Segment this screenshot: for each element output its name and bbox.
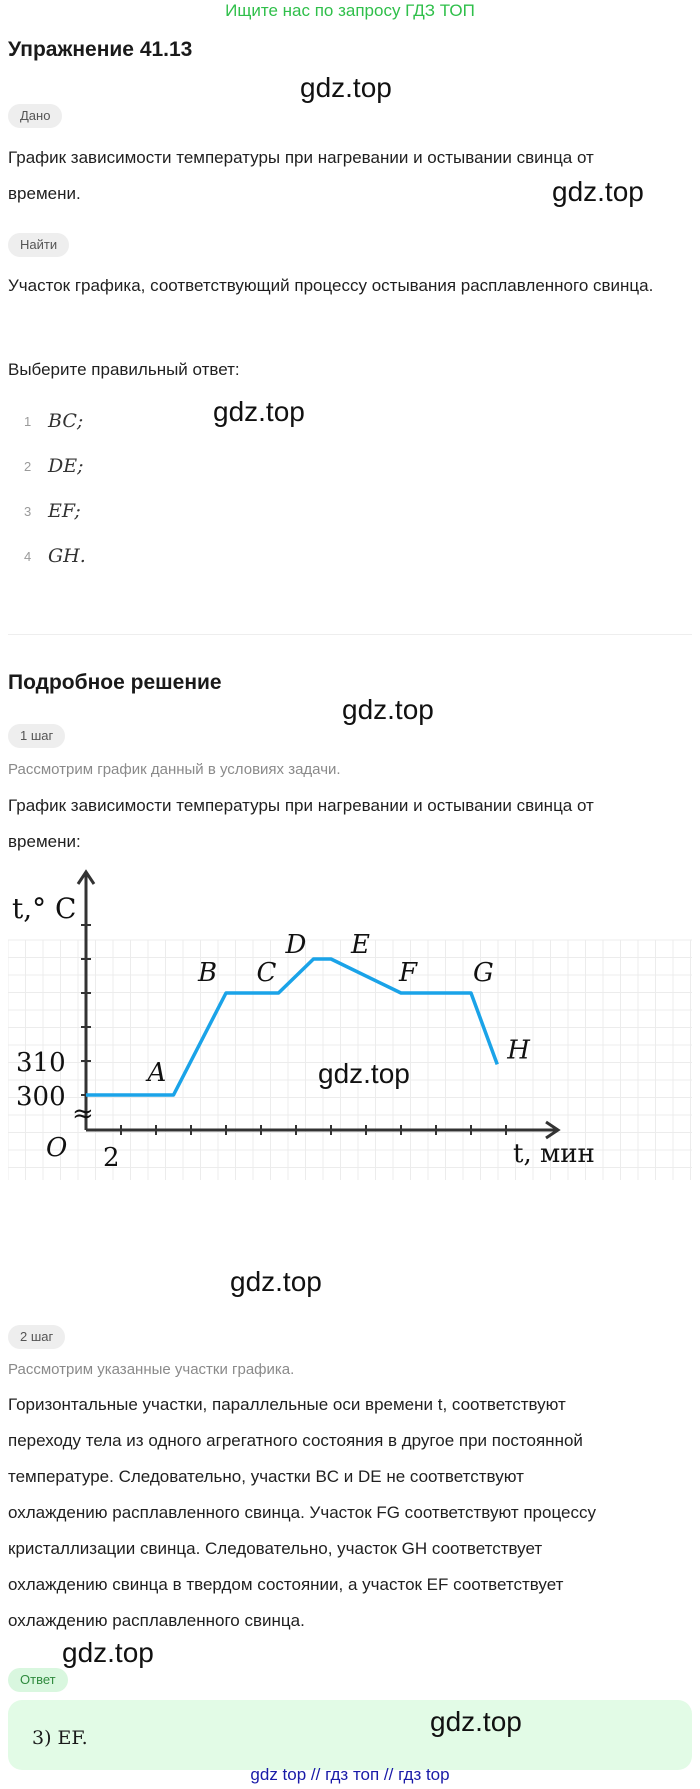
given-text: График зависимости температуры при нагревании и остывании свинца от времени. (8, 148, 594, 203)
exercise-title: Упражнение 41.13 (8, 38, 193, 61)
answer-tag: Ответ (8, 1668, 68, 1692)
point-label-c: C (256, 958, 277, 988)
point-label-g: G (473, 958, 494, 988)
watermark: gdz.top (552, 176, 644, 207)
option-text: BC; (48, 410, 84, 432)
solution-title: Подробное решение (8, 671, 222, 694)
option-1[interactable] (8, 406, 83, 436)
step2-line-3: температуре. Следовательно, участки BC и DE не соответствуют (8, 1467, 524, 1486)
option-number: 4 (24, 548, 32, 564)
step1-text: График зависимости температуры при нагревании и остывании свинца от времени: (8, 796, 594, 851)
step2-line-4: охлаждению расплавленного свинца. Участок FG соответствуют процессу (8, 1503, 596, 1522)
watermark: gdz.top (213, 396, 305, 427)
step2-line-7: охлаждению расплавленного свинца. (8, 1611, 305, 1630)
footer-links[interactable]: gdz top // гдз топ // гдз top (250, 1765, 450, 1784)
find-tag: Найти (8, 233, 69, 257)
given-tag: Дано (8, 104, 62, 128)
promo-banner[interactable]: Ищите нас по запросу ГДЗ ТОП (225, 1, 475, 20)
option-2[interactable] (8, 451, 84, 481)
chart-axes (78, 872, 558, 1138)
watermark: gdz.top (62, 1637, 154, 1668)
choose-prompt: Выберите правильный ответ: (8, 360, 240, 379)
step2-line-5: кристаллизации свинца. Следовательно, участок GH соответствует (8, 1539, 543, 1558)
origin-label: O (46, 1133, 68, 1163)
step2-line-2: переходу тела из одного агрегатного состояния в другое при постоянной (8, 1431, 583, 1450)
option-number: 2 (24, 458, 32, 474)
point-label-h: H (507, 1035, 530, 1066)
x-axis-label: t, мин (513, 1139, 595, 1169)
step2-line-1: Горизонтальные участки, параллельные оси времени t, соответствуют (8, 1395, 566, 1414)
option-number: 1 (24, 413, 32, 429)
step1-tag: 1 шаг (8, 724, 65, 748)
step2-line-6: охлаждению свинца в твердом состоянии, а участок EF соответствует (8, 1575, 564, 1594)
y-tick-label-300: 300 (16, 1082, 66, 1112)
watermark: gdz.top (342, 694, 434, 725)
answer-text: 3) EF. (32, 1727, 88, 1749)
step1-note: Рассмотрим график данный в условиях задачи. (8, 761, 341, 778)
point-label-d: D (285, 930, 307, 960)
point-label-b: B (198, 958, 218, 988)
option-4[interactable] (8, 541, 86, 571)
step2-tag: 2 шаг (8, 1325, 65, 1349)
watermark: gdz.top (318, 1058, 410, 1089)
point-label-a: A (147, 1058, 167, 1088)
watermark: gdz.top (230, 1266, 322, 1297)
y-axis-label: t,° C (12, 892, 77, 925)
point-label-e: E (351, 930, 370, 960)
option-number: 3 (24, 503, 32, 519)
option-text: EF; (48, 500, 81, 522)
option-text: DE; (48, 455, 84, 477)
find-text: Участок графика, соответствующий процессу остывания расплавленного свинца. (8, 276, 654, 295)
point-label-f: F (399, 958, 418, 988)
x-tick-label: 2 (103, 1143, 120, 1173)
watermark: gdz.top (430, 1706, 522, 1737)
step2-note: Рассмотрим указанные участки графика. (8, 1361, 295, 1378)
option-text: GH. (48, 545, 86, 567)
y-tick-label-310: 310 (16, 1048, 66, 1078)
section-divider (8, 634, 692, 635)
option-3[interactable] (8, 496, 81, 526)
watermark: gdz.top (300, 72, 392, 103)
axis-break-symbol: ≈ (72, 1099, 94, 1129)
answer-box (8, 1700, 692, 1770)
